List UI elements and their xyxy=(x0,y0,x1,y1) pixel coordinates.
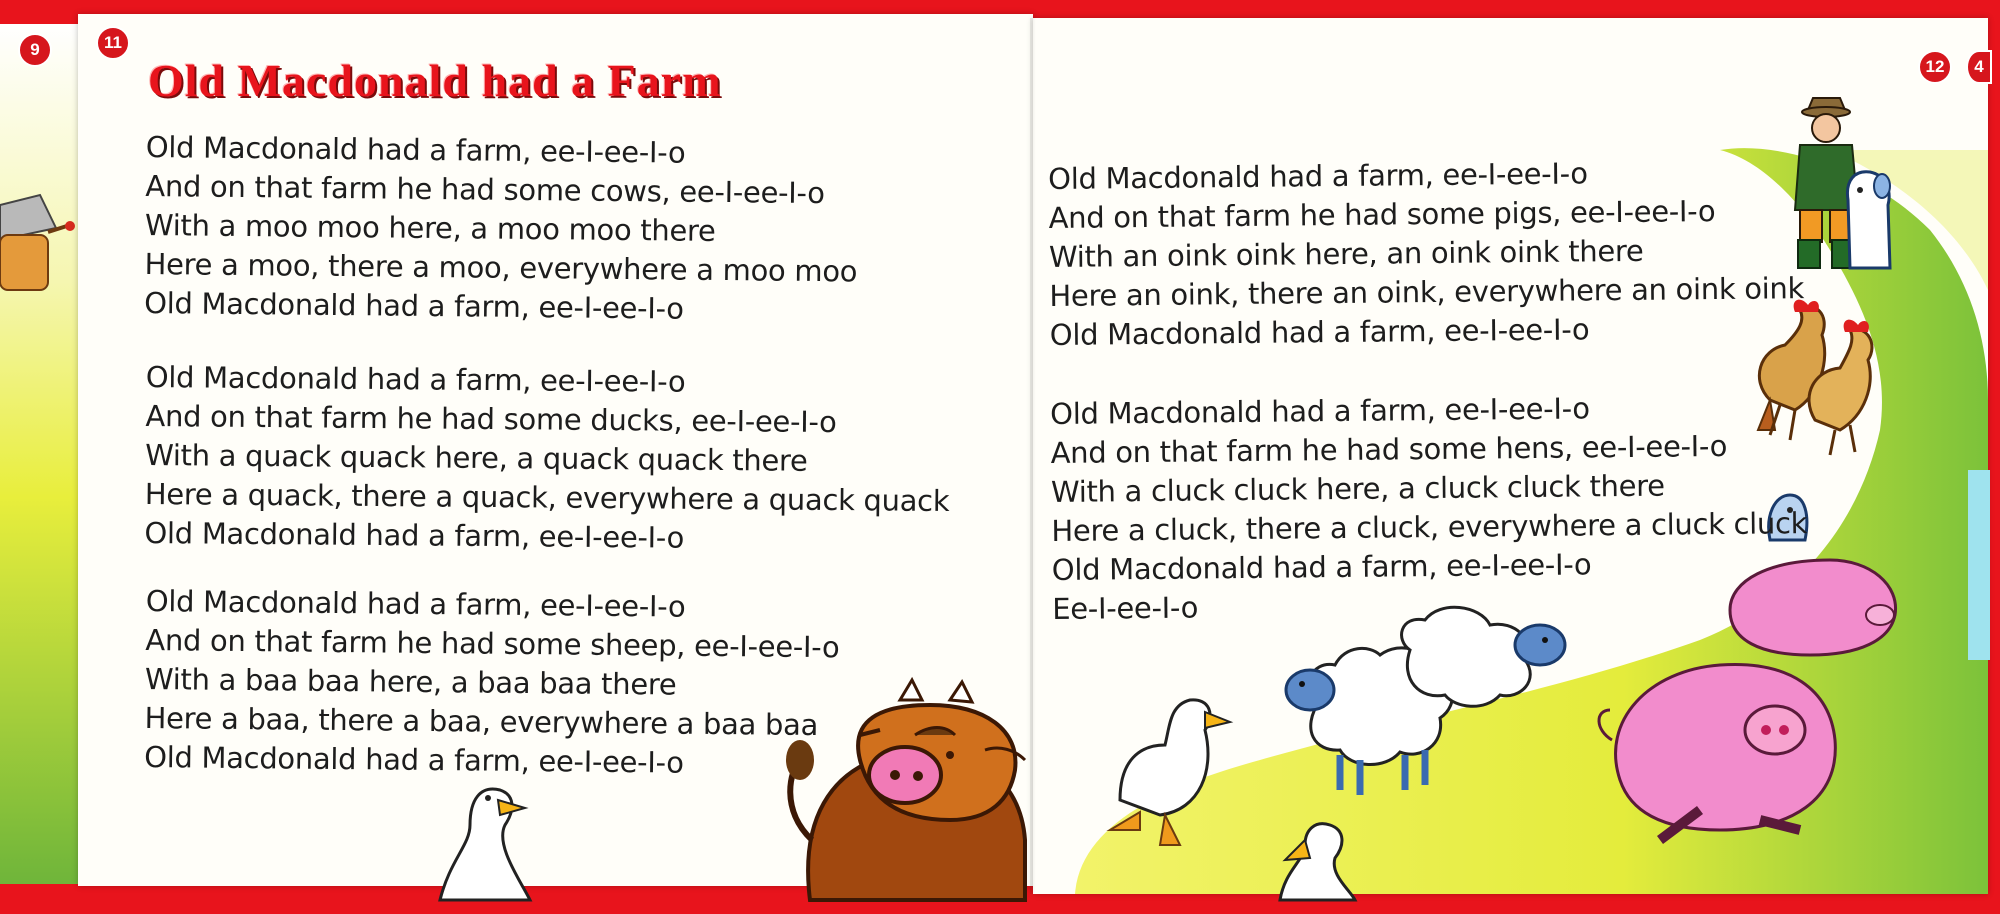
lyric-line: With a cluck cluck here, a cluck cluck there xyxy=(1050,468,1665,509)
lyrics-stanza xyxy=(144,128,859,330)
lyric-line: With a quack quack here, a quack quack there xyxy=(145,437,808,478)
duck-icon-2 xyxy=(1110,700,1230,845)
lyric-line: And on that farm he had some ducks, ee-I-ee-I-o xyxy=(145,398,837,440)
lyric-line: Old Macdonald had a farm, ee-I-ee-I-o xyxy=(1050,391,1590,431)
lyric-line: Here a quack, there a quack, everywhere a quack quack xyxy=(144,476,950,519)
lyric-line: Old Macdonald had a farm, ee-I-ee-I-o xyxy=(143,285,684,326)
sheep-icon xyxy=(1286,607,1565,795)
dog-icon xyxy=(1847,172,1890,268)
lyric-line: Old Macdonald had a farm, ee-I-ee-I-o xyxy=(1051,547,1592,587)
lyrics-stanza xyxy=(1048,152,1805,355)
page-number-far-right: 4 xyxy=(1966,50,1992,84)
lyric-line: Old Macdonald had a farm, ee-I-ee-I-o xyxy=(145,129,686,170)
lyric-line: Old Macdonald had a farm, ee-I-ee-I-o xyxy=(1048,156,1588,196)
lyric-line: Here an oink, there an oink, everywhere an oink oink xyxy=(1049,271,1805,313)
lyric-line: Old Macdonald had a farm, ee-I-ee-I-o xyxy=(145,583,686,624)
lyric-line: Ee-I-ee-I-o xyxy=(1052,590,1199,626)
page-number-left: 11 xyxy=(96,26,130,60)
lyric-line: Old Macdonald had a farm, ee-I-ee-I-o xyxy=(145,359,686,399)
lyric-line: And on that farm he had some sheep, ee-I-ee-I-o xyxy=(145,622,840,665)
duck-icon-3 xyxy=(1280,824,1355,900)
lyric-line: And on that farm he had some hens, ee-I-ee-I-o xyxy=(1050,428,1728,470)
lyric-line: Old Macdonald had a farm, ee-I-ee-I-o xyxy=(143,739,684,780)
lyrics-stanza xyxy=(1050,387,1808,629)
lyric-line: With a baa baa here, a baa baa there xyxy=(144,661,677,702)
lyric-line: Here a baa, there a baa, everywhere a baa baa xyxy=(144,700,819,743)
page-title: Old Macdonald had a Farm xyxy=(148,55,722,106)
lyric-line: Here a cluck, there a cluck, everywhere a cluck cluck xyxy=(1051,506,1808,548)
lyrics-stanza xyxy=(144,582,840,784)
lyric-line: And on that farm he had some cows, ee-I-ee-I-o xyxy=(145,168,825,211)
lyric-line: Here a moo, there a moo, everywhere a moo moo xyxy=(144,246,858,289)
page-number-right: 12 xyxy=(1918,50,1952,84)
lyric-line: With a moo moo here, a moo moo there xyxy=(144,207,716,248)
lyric-line: Old Macdonald had a farm, ee-I-ee-I-o xyxy=(1049,312,1590,352)
page-number-far-left: 9 xyxy=(18,33,52,67)
lyric-line: With an oink oink here, an oink oink there xyxy=(1048,233,1644,274)
lyric-line: Old Macdonald had a farm, ee-I-ee-I-o xyxy=(144,515,685,555)
lyric-line: And on that farm he had some pigs, ee-I-ee-I-o xyxy=(1048,194,1716,235)
lyrics-stanza xyxy=(144,358,950,560)
